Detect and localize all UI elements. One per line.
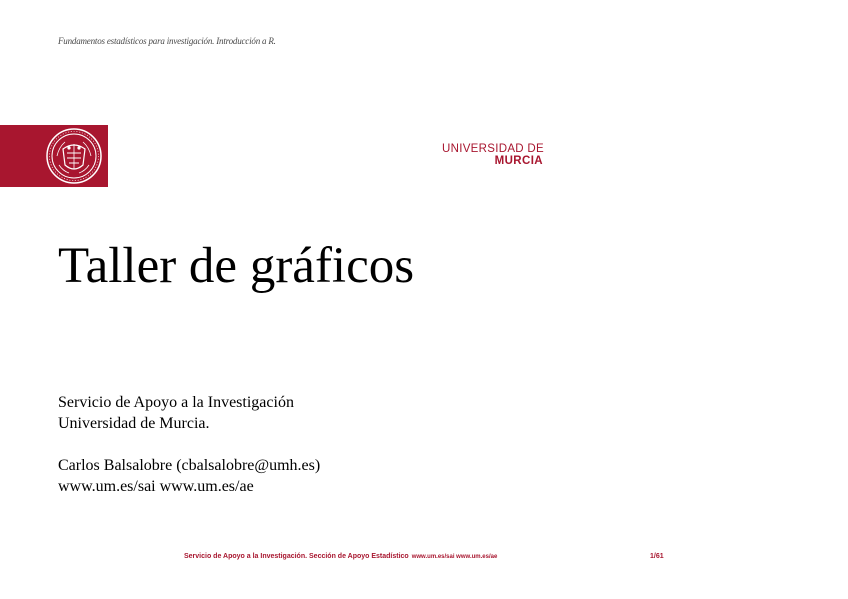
university-wordmark — [442, 143, 543, 167]
university-seal-block — [0, 125, 108, 187]
service-name: Servicio de Apoyo a la Investigación — [58, 394, 294, 411]
footer-text — [184, 553, 497, 560]
slide-title: Taller de gráficos — [58, 238, 415, 294]
running-header: Fundamentos estadísticos para investigación. Introducción a R. — [58, 36, 276, 46]
page-number: 1/61 — [650, 553, 664, 560]
wordmark-line2: MURCIA — [494, 155, 543, 167]
author-line: Carlos Balsalobre (cbalsalobre@umh.es) — [58, 457, 321, 474]
footer-urls: www.um.es/sai www.um.es/ae — [411, 554, 498, 560]
university-name: Universidad de Murcia. — [58, 415, 210, 432]
website-links: www.um.es/sai www.um.es/ae — [58, 478, 254, 495]
university-seal-icon — [45, 127, 103, 185]
wordmark-line1: UNIVERSIDAD DE — [442, 143, 544, 155]
footer-service: Servicio de Apoyo a la Investigación. Sección de Apoyo Estadístico — [184, 553, 409, 560]
